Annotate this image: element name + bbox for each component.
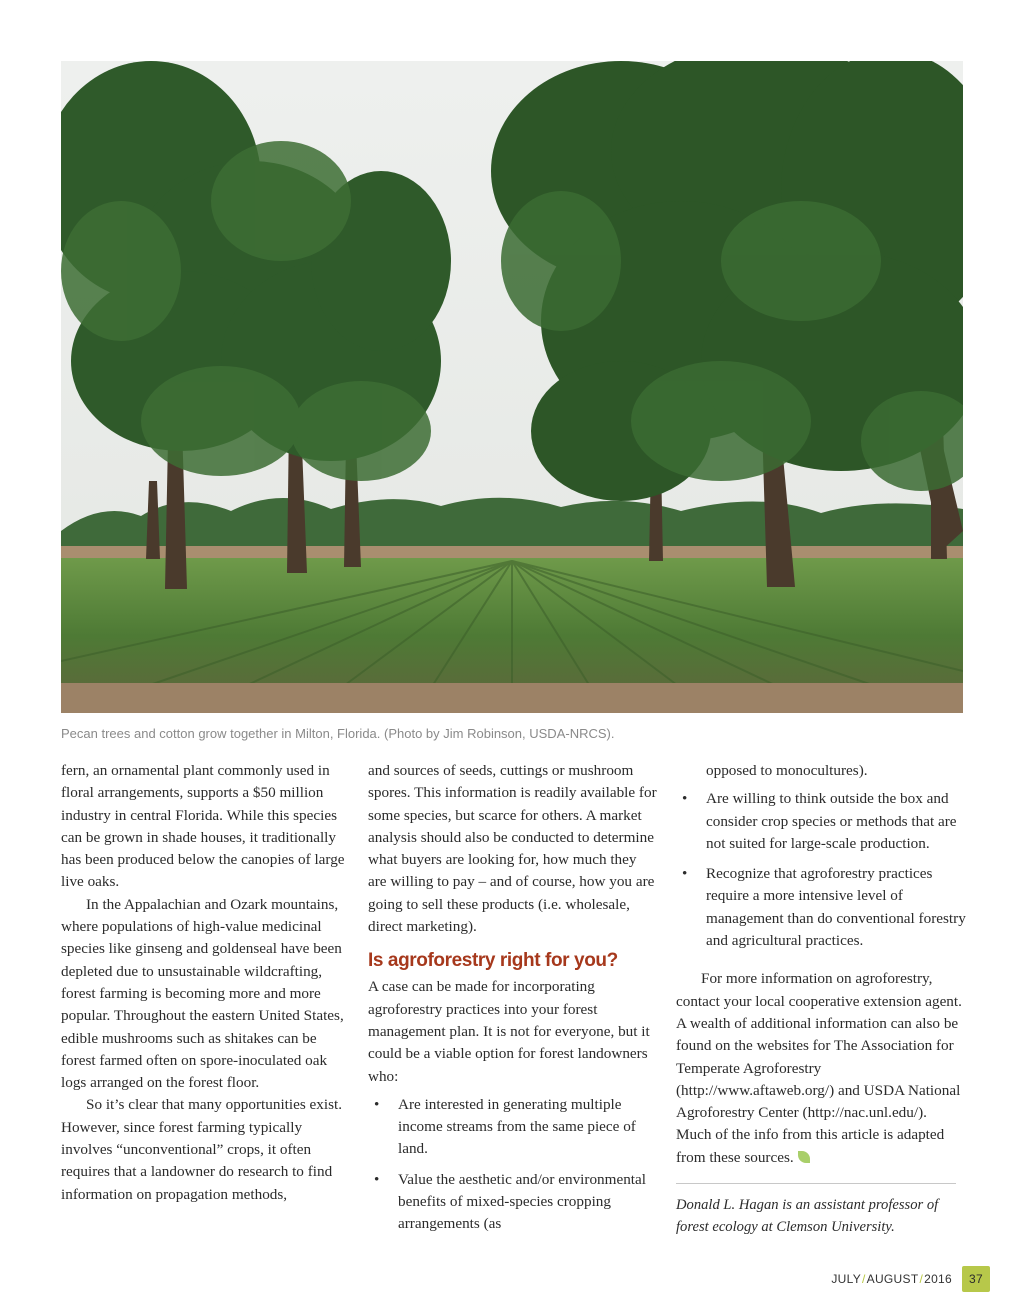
paragraph-text: For more information on agroforestry, contact your local cooperative extension agent. A wealth of additional information can also be found on the websites for The Association for Temperate Agroforestry (http://www.aftaweb.org/) and USDA National Agroforestry Center (http://nac.unl.edu/). Much of the info from this article is adapted from these sources. [676,970,962,1166]
bullet-list [676,760,966,952]
paragraph: A case can be made for incorporating agroforestry practices into your forest management plan. It is not for everyone, but it could be a viable option for forest landowners who: [368,978,650,1085]
page-number: 37 [962,1266,990,1292]
pecan-cotton-field-image [61,61,963,713]
bullet-icon: • [682,790,688,808]
separator: / [919,1272,924,1286]
bullet-icon: • [682,865,688,883]
bullet-list [368,1094,658,1236]
list-item-text: Are interested in generating multiple income streams from the same piece of land. [398,1095,636,1158]
paragraph [676,968,966,1169]
list-item [368,1169,658,1236]
leaf-icon [798,1151,810,1163]
paragraph: In the Appalachian and Ozark mountains, where populations of high-value medicinal species like ginseng and goldenseal have been depleted due to unsustainable wildcrafting, forest farming is becoming more and more popular. Throughout the eastern United States, edible mushrooms such as shitakes can be forest farmed often on spore-inoculated oak logs arranged on the forest floor. [61,895,344,1092]
paragraph: So it’s clear that many opportunities exist. However, since forest farming typically involves “unconventional” crops, it often requires that a landowner do research to find information on propagation methods, [61,1096,343,1203]
list-item-text: opposed to monocultures). [706,762,868,779]
list-item-text: Recognize that agroforestry practices require a more intensive level of management than do conventional forestry and agricultural practices. [706,865,966,950]
article-photo [61,61,963,713]
article-column-3 [676,760,966,1238]
bullet-icon: • [374,1170,380,1188]
list-item-text: Value the aesthetic and/or environmental benefits of mixed-species cropping arrangements (as [398,1170,646,1233]
issue-month-1: JULY [831,1272,861,1286]
issue-year: 2016 [924,1272,952,1286]
photo-caption: Pecan trees and cotton grow together in Milton, Florida. (Photo by Jim Robinson, USDA-NRCS). [61,726,615,741]
section-heading: Is agroforestry right for you? [368,950,618,972]
separator: / [862,1272,866,1286]
issue-month-2: AUGUST [866,1272,919,1286]
paragraph: fern, an ornamental plant commonly used in floral arrangements, supports a $50 million industry in central Florida. While this species can be grown in shade houses, it traditionally has been produced below the canopies of large live oaks. [61,762,345,891]
list-item [676,788,966,855]
list-item [676,863,966,952]
article-column-1 [61,760,351,1206]
author-bio: Donald L. Hagan is an assistant professor of forest ecology at Clemson University. [676,1197,939,1236]
list-item-text: Are willing to think outside the box and consider crop species or methods that are not suited for large-scale production. [706,790,957,852]
bullet-icon: • [374,1095,380,1113]
divider [676,1183,956,1184]
list-item [368,1094,658,1161]
paragraph: and sources of seeds, cuttings or mushroom spores. This information is readily available for some species, but scarce for others. A market analysis should also be conducted to determine what buyers are looking for, how much they are willing to pay – and of course, how you are going to sell these products (i.e. wholesale, direct marketing). [368,762,657,936]
page-footer [831,1266,990,1292]
article-column-2 [368,760,658,1244]
list-item-continuation [676,760,966,782]
